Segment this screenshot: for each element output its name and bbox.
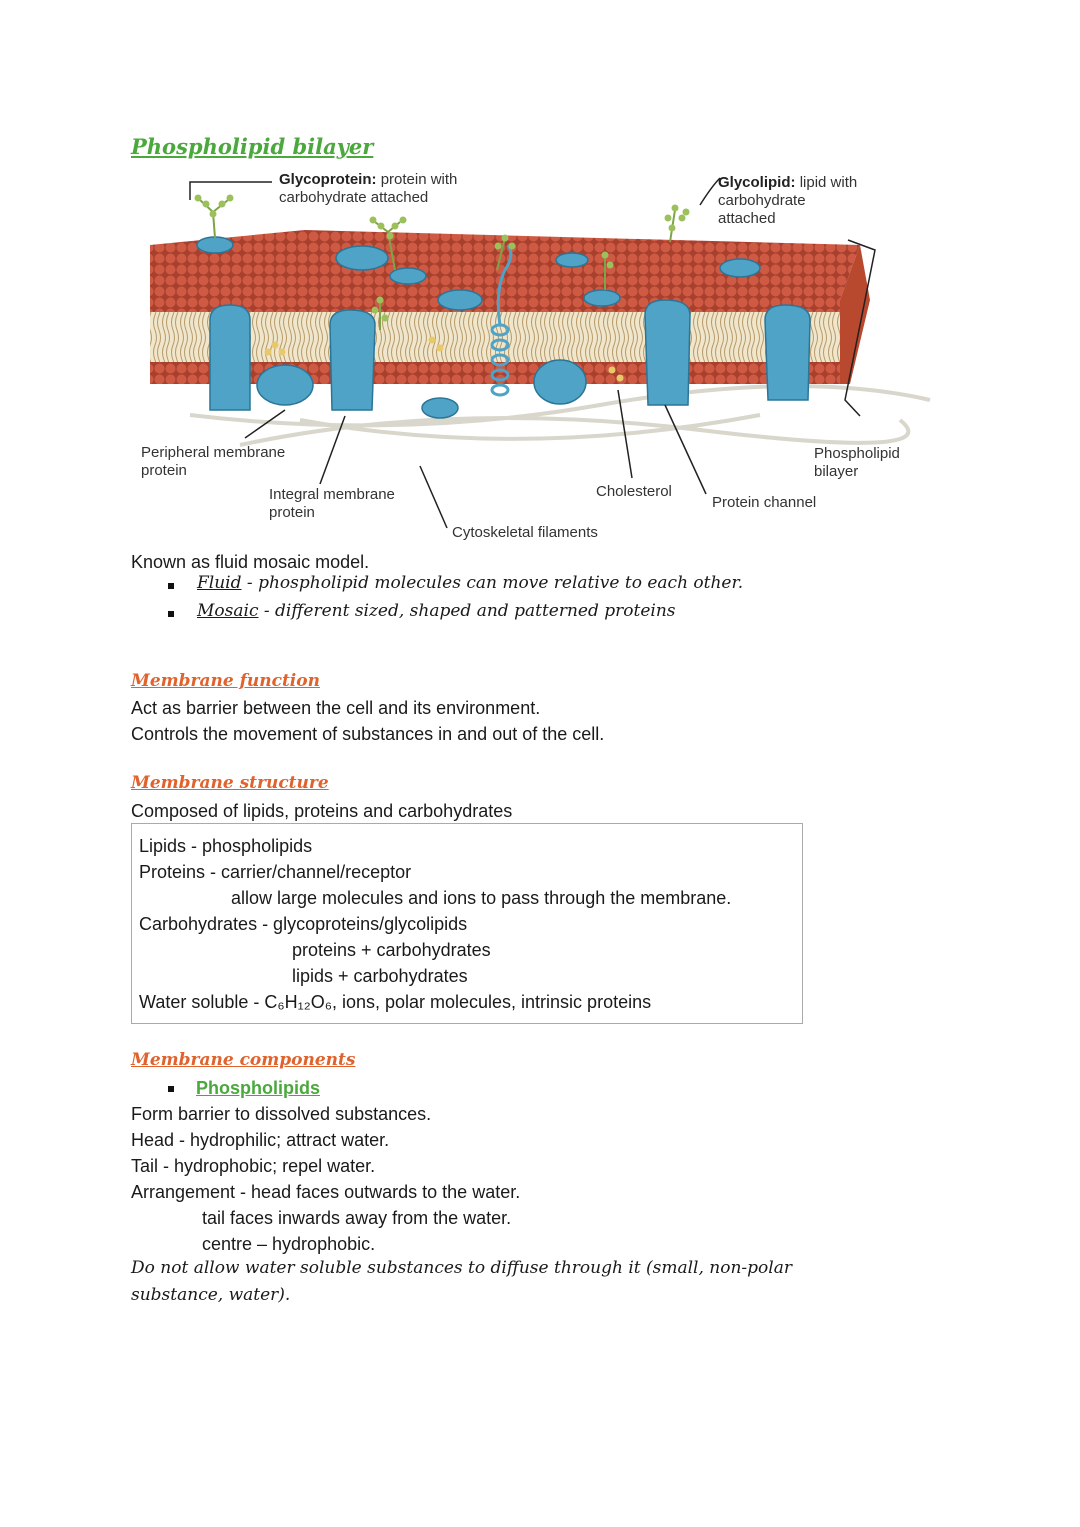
subheading-phospholipids: Phospholipids <box>196 1078 320 1098</box>
bullet <box>168 583 174 589</box>
label-peripheral-protein: Peripheral membrane protein <box>141 444 286 479</box>
box-line-proteins-detail: allow large molecules and ions to pass through the membrane. <box>231 888 732 908</box>
label-phospholipid-bilayer: Phospholipid bilayer <box>814 445 900 480</box>
diagram-title: Phospholipid bilayer <box>131 134 374 159</box>
box-line-lipids: Lipids - phospholipids <box>139 836 313 856</box>
box-line-glycoproteins: proteins + carbohydrates <box>292 940 491 960</box>
heading-membrane-components: Membrane components <box>131 1050 356 1070</box>
components-line-2: Head - hydrophilic; attract water. <box>131 1130 390 1150</box>
components-line-6: centre – hydrophobic. <box>202 1234 376 1254</box>
bullet <box>168 611 174 617</box>
components-line-3: Tail - hydrophobic; repel water. <box>131 1156 376 1176</box>
label-cytoskeletal-filaments: Cytoskeletal filaments <box>452 524 598 541</box>
fluid-definition: Fluid - phospholipid molecules can move relative to each other. <box>197 573 744 593</box>
box-line-proteins: Proteins - carrier/channel/receptor <box>139 862 412 882</box>
handwritten-note-2: substance, water). <box>131 1285 291 1305</box>
label-glycoprotein: Glycoprotein: protein with carbohydrate attached <box>279 171 458 206</box>
label-cholesterol: Cholesterol <box>596 483 672 500</box>
heading-membrane-structure: Membrane structure <box>131 773 329 793</box>
label-protein-channel: Protein channel <box>712 494 817 511</box>
handwritten-note-1: Do not allow water soluble substances to diffuse through it (small, non-polar <box>131 1258 792 1278</box>
box-line-water-soluble: Water soluble - C₆H₁₂O₆, ions, polar molecules, intrinsic proteins <box>139 992 652 1012</box>
components-line-1: Form barrier to dissolved substances. <box>131 1104 432 1124</box>
box-line-carbohydrates: Carbohydrates - glycoproteins/glycolipids <box>139 914 468 934</box>
components-line-5: tail faces inwards away from the water. <box>202 1208 512 1228</box>
box-line-glycolipids: lipids + carbohydrates <box>292 966 468 986</box>
label-glycolipid: Glycolipid: lipid with carbohydrate attached <box>718 174 858 227</box>
bullet <box>168 1086 174 1092</box>
label-integral-protein: Integral membrane protein <box>269 486 395 521</box>
components-line-4: Arrangement - head faces outwards to the water. <box>131 1182 521 1202</box>
mosaic-definition: Mosaic - different sized, shaped and patterned proteins <box>197 601 676 621</box>
structure-intro: Composed of lipids, proteins and carbohydrates <box>131 801 513 821</box>
heading-membrane-function: Membrane function <box>131 671 320 691</box>
function-line-1: Act as barrier between the cell and its environment. <box>131 698 541 718</box>
fluid-mosaic-intro: Known as fluid mosaic model. <box>131 552 370 572</box>
function-line-2: Controls the movement of substances in and out of the cell. <box>131 724 605 744</box>
